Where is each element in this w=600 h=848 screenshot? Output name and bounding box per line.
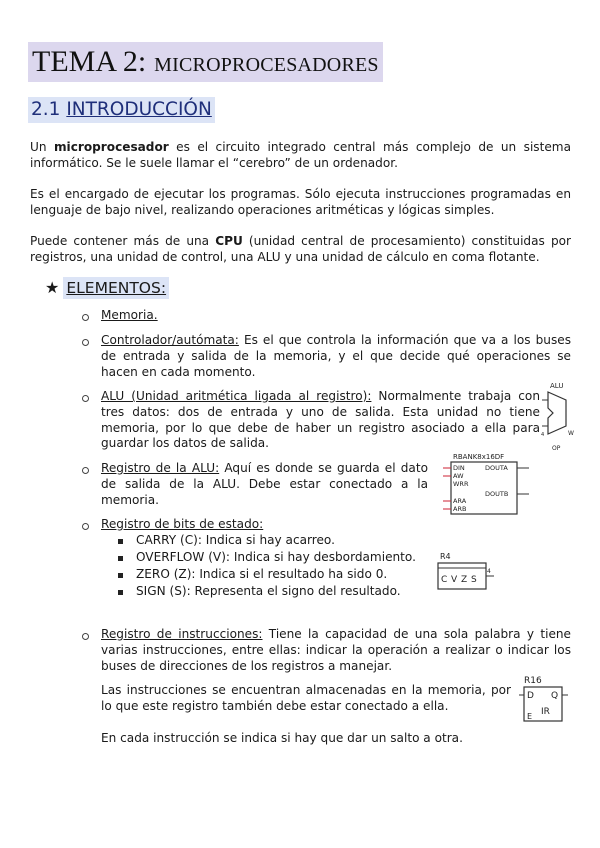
r4-bit-z: Z — [461, 575, 468, 585]
star-icon: ★ — [45, 278, 60, 297]
bullet-icon — [82, 339, 89, 346]
status-bit-zero — [136, 567, 387, 583]
intro-paragraph-3 — [30, 234, 571, 266]
page-title — [28, 42, 383, 82]
p3-bold: CPU — [215, 234, 243, 248]
item-text: Tiene la capacidad de una sola palabra y tiene varias instrucciones, entre ellas: indicar la operación a realizar o indicar los buses de direcciones de los registros a manejar. — [101, 627, 571, 673]
item-term: Registro de instrucciones: — [101, 627, 263, 641]
p1-text-b: es el circuito integrado central más complejo de un sistema informático. Se le suele llamar el “cerebro” de un ordenador. — [30, 140, 571, 170]
intro-paragraph-1 — [30, 140, 571, 172]
list-item-bits-estado — [101, 517, 421, 533]
rbank-wrr: WRR — [453, 480, 469, 488]
status-bit-text: SIGN (S): Representa el signo del resultado. — [136, 584, 401, 598]
status-bit-carry — [136, 533, 335, 549]
alu-shape — [548, 392, 566, 434]
bullet-icon — [82, 467, 89, 474]
item-term: Memoria. — [101, 308, 158, 322]
r16-ir: IR — [541, 707, 550, 717]
item-text: Aquí es donde se guarda el dato de salida de la ALU. Debe estar conectado a la memoria. — [101, 461, 428, 507]
item-term: Controlador/autómata: — [101, 333, 239, 347]
r4-bit-c: C — [441, 575, 448, 585]
square-bullet-icon — [118, 539, 123, 544]
status-bit-text: ZERO (Z): Indica si el resultado ha sido 0. — [136, 567, 388, 581]
elements-heading — [45, 277, 169, 299]
status-bit-text: OVERFLOW (V): Indica si hay desbordamiento. — [136, 550, 416, 564]
section-label: INTRODUCCIÓN — [66, 99, 212, 120]
bullet-icon — [82, 395, 89, 402]
item-term: Registro de bits de estado: — [101, 517, 264, 531]
square-bullet-icon — [118, 556, 123, 561]
status-bit-overflow — [136, 550, 416, 566]
rbank-ara: ARA — [453, 497, 467, 505]
alu-diagram — [540, 378, 574, 454]
square-bullet-icon — [118, 590, 123, 595]
list-item-controlador — [101, 333, 571, 380]
rbank-diagram — [441, 451, 533, 517]
bullet-icon — [82, 633, 89, 640]
section-number: 2.1 — [31, 99, 61, 120]
p1-text-a: Un — [30, 140, 54, 154]
alu-label: ALU — [550, 382, 564, 390]
status-bit-text: CARRY (C): Indica si hay acarreo. — [136, 533, 335, 547]
instr-paragraph-2: En cada instrucción se indica si hay que dar un salto a otra. — [101, 731, 463, 745]
alu-port-w: W — [568, 430, 574, 437]
rbank-arb: ARB — [453, 505, 467, 513]
list-item-memoria — [101, 308, 571, 324]
rbank-douta: DOUTA — [485, 464, 508, 472]
title-sub: MICROPROCESADORES — [154, 54, 379, 76]
r4-bit-s: S — [471, 575, 477, 585]
r16-label: R16 — [524, 676, 542, 686]
item-term: Registro de la ALU: — [101, 461, 220, 475]
rbank-din: DIN — [453, 464, 465, 472]
section-heading — [28, 97, 215, 123]
r4-label: R4 — [440, 552, 451, 561]
item-text: Normalmente trabaja con tres datos: dos de entrada y uno de salida. Esta unidad no tiene memoria, por lo que debe de haber un registro asociado a ella para guardar los datos de salida. — [101, 389, 541, 451]
bullet-icon — [82, 523, 89, 530]
r4-bus: 4 — [487, 568, 491, 575]
elements-heading-label: ELEMENTOS: — [63, 277, 169, 299]
list-item-registro-alu — [101, 461, 428, 508]
p3-text-b: (unidad central de procesamiento) constituidas por registros, una unidad de control, una ALU y una unidad de cálculo en coma flotante. — [30, 234, 571, 264]
r16-d: D — [527, 691, 534, 701]
r16-q: Q — [551, 691, 559, 701]
r16-diagram — [519, 673, 569, 725]
rbank-aw: AW — [453, 472, 464, 480]
r4-diagram — [432, 549, 496, 593]
intro-paragraph-2: Es el encargado de ejecutar los programas. Sólo ejecuta instrucciones programadas en lenguaje de bajo nivel, realizando operaciones aritméticas y lógicas simples. — [30, 187, 571, 217]
list-item-registro-instrucciones — [101, 627, 571, 674]
item-text: Es el que controla la información que va a los buses de entrada y salida de la memoria, y el que decide qué operaciones se hacen en cada momento. — [101, 333, 571, 379]
p1-bold: microprocesador — [53, 140, 169, 154]
rbank-doutb: DOUTB — [485, 490, 509, 498]
status-bit-sign — [136, 584, 401, 600]
item-term: ALU (Unidad aritmética ligada al registro): — [101, 389, 372, 403]
rbank-label: RBANK8x16DF — [453, 453, 505, 461]
list-item-alu — [101, 389, 540, 452]
square-bullet-icon — [118, 573, 123, 578]
bullet-icon — [82, 314, 89, 321]
p3-text-a: Puede contener más de una — [30, 234, 216, 248]
r16-e: E — [527, 712, 533, 721]
instr-paragraph-1: Las instrucciones se encuentran almacenadas en la memoria, por lo que este registro también debe estar conectado a ella. — [101, 683, 511, 713]
r4-bit-v: V — [451, 575, 458, 585]
alu-bus: 4 — [541, 432, 545, 438]
title-main: TEMA 2: — [32, 45, 147, 78]
alu-port-op: OP — [552, 445, 561, 452]
